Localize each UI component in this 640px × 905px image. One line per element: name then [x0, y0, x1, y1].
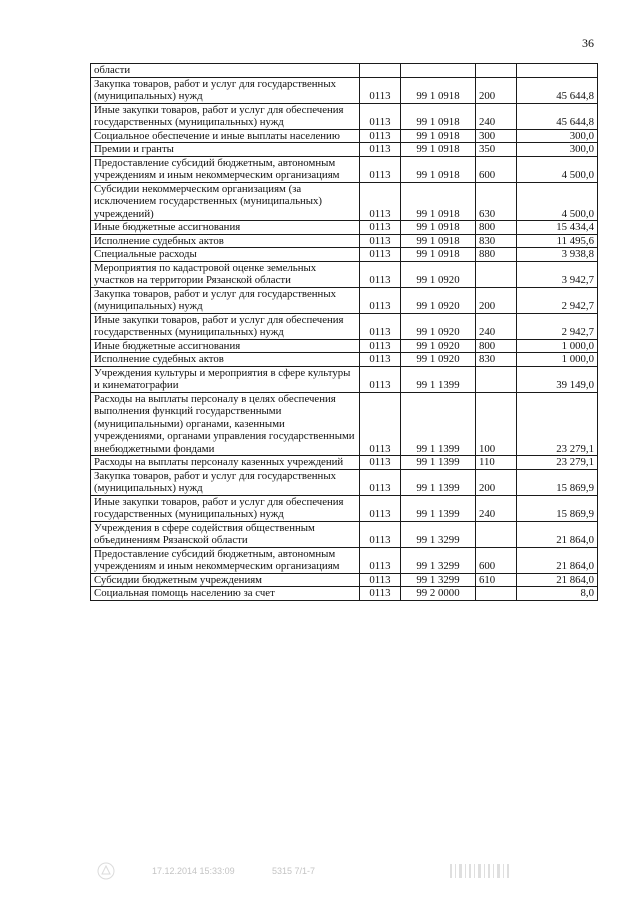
- footer-date: 17.12.2014 15:33:09: [152, 866, 235, 876]
- row-amount: 2 942,7: [517, 313, 598, 339]
- row-expense-type: 200: [476, 469, 517, 495]
- table-row: [91, 64, 598, 78]
- row-amount: 23 279,1: [517, 456, 598, 470]
- row-section-code: 0113: [360, 456, 401, 470]
- row-amount: 21 864,0: [517, 547, 598, 573]
- row-article-code: 99 1 0920: [401, 261, 476, 287]
- table-row: [91, 234, 598, 248]
- row-article-code: 99 1 1399: [401, 469, 476, 495]
- row-name: Расходы на выплаты персоналу в целях обеспечения выполнения функций государственными (муниципальными) органами, казенными учреждениями, органами управления государственными внебюджетными фондами: [91, 392, 360, 456]
- row-article-code: [401, 64, 476, 78]
- row-expense-type: 630: [476, 182, 517, 221]
- row-expense-type: 830: [476, 234, 517, 248]
- table-row: [91, 313, 598, 339]
- row-section-code: 0113: [360, 573, 401, 587]
- table-row: [91, 103, 598, 129]
- table-row: [91, 547, 598, 573]
- row-amount: 45 644,8: [517, 77, 598, 103]
- barcode-mark-icon: [448, 860, 514, 882]
- row-expense-type: 800: [476, 221, 517, 235]
- table-row: [91, 353, 598, 367]
- row-amount: 21 864,0: [517, 521, 598, 547]
- row-expense-type: 300: [476, 129, 517, 143]
- table-row: [91, 221, 598, 235]
- row-article-code: 99 1 0918: [401, 129, 476, 143]
- row-section-code: 0113: [360, 77, 401, 103]
- row-expense-type: 800: [476, 339, 517, 353]
- row-name: области: [91, 64, 360, 78]
- row-amount: [517, 64, 598, 78]
- row-section-code: 0113: [360, 495, 401, 521]
- row-article-code: 99 1 3299: [401, 573, 476, 587]
- row-article-code: 99 1 0918: [401, 103, 476, 129]
- seal-stamp-icon: [96, 861, 116, 881]
- row-expense-type: 240: [476, 313, 517, 339]
- row-article-code: 99 1 1399: [401, 495, 476, 521]
- row-amount: 15 869,9: [517, 469, 598, 495]
- row-amount: 2 942,7: [517, 287, 598, 313]
- row-name: Иные бюджетные ассигнования: [91, 339, 360, 353]
- row-section-code: 0113: [360, 143, 401, 157]
- row-section-code: 0113: [360, 547, 401, 573]
- row-article-code: 99 1 1399: [401, 456, 476, 470]
- row-name: Иные закупки товаров, работ и услуг для обеспечения государственных (муниципальных) нужд: [91, 313, 360, 339]
- row-section-code: 0113: [360, 248, 401, 262]
- row-section-code: 0113: [360, 313, 401, 339]
- row-amount: 45 644,8: [517, 103, 598, 129]
- row-article-code: 99 1 0918: [401, 182, 476, 221]
- row-amount: 15 869,9: [517, 495, 598, 521]
- row-amount: 11 495,6: [517, 234, 598, 248]
- row-name: Закупка товаров, работ и услуг для государственных (муниципальных) нужд: [91, 77, 360, 103]
- row-name: Иные закупки товаров, работ и услуг для обеспечения государственных (муниципальных) нужд: [91, 495, 360, 521]
- row-name: Предоставление субсидий бюджетным, автономным учреждениям и иным некоммерческим организациям: [91, 156, 360, 182]
- footer-code: 5315 7/1-7: [272, 866, 316, 876]
- row-name: Закупка товаров, работ и услуг для государственных (муниципальных) нужд: [91, 469, 360, 495]
- row-article-code: 99 1 0918: [401, 156, 476, 182]
- table-row: [91, 248, 598, 262]
- row-expense-type: 600: [476, 547, 517, 573]
- row-expense-type: 240: [476, 495, 517, 521]
- row-section-code: 0113: [360, 156, 401, 182]
- row-expense-type: [476, 261, 517, 287]
- row-section-code: 0113: [360, 521, 401, 547]
- row-expense-type: [476, 366, 517, 392]
- row-name: Премии и гранты: [91, 143, 360, 157]
- table-row: [91, 143, 598, 157]
- row-expense-type: 610: [476, 573, 517, 587]
- row-expense-type: 830: [476, 353, 517, 367]
- row-expense-type: [476, 587, 517, 601]
- row-name: Учреждения в сфере содействия общественным объединениям Рязанской области: [91, 521, 360, 547]
- row-expense-type: 100: [476, 392, 517, 456]
- table-row: [91, 456, 598, 470]
- table-row: [91, 182, 598, 221]
- row-amount: 300,0: [517, 129, 598, 143]
- row-article-code: 99 1 0920: [401, 287, 476, 313]
- row-name: Иные закупки товаров, работ и услуг для обеспечения государственных (муниципальных) нужд: [91, 103, 360, 129]
- row-amount: 3 942,7: [517, 261, 598, 287]
- table-row: [91, 77, 598, 103]
- row-expense-type: 110: [476, 456, 517, 470]
- row-expense-type: 880: [476, 248, 517, 262]
- row-expense-type: 200: [476, 77, 517, 103]
- row-expense-type: 200: [476, 287, 517, 313]
- row-section-code: 0113: [360, 392, 401, 456]
- table-row: [91, 156, 598, 182]
- row-section-code: 0113: [360, 339, 401, 353]
- row-name: Социальное обеспечение и иные выплаты населению: [91, 129, 360, 143]
- row-section-code: 0113: [360, 287, 401, 313]
- row-name: Субсидии бюджетным учреждениям: [91, 573, 360, 587]
- table-row: [91, 366, 598, 392]
- row-expense-type: 350: [476, 143, 517, 157]
- row-article-code: 99 1 0918: [401, 248, 476, 262]
- row-amount: 39 149,0: [517, 366, 598, 392]
- row-expense-type: [476, 521, 517, 547]
- row-section-code: 0113: [360, 366, 401, 392]
- row-article-code: 99 1 0918: [401, 221, 476, 235]
- table-row: [91, 339, 598, 353]
- row-expense-type: [476, 64, 517, 78]
- row-article-code: 99 1 3299: [401, 521, 476, 547]
- row-article-code: 99 1 1399: [401, 366, 476, 392]
- row-amount: 4 500,0: [517, 156, 598, 182]
- row-name: Исполнение судебных актов: [91, 234, 360, 248]
- row-amount: 1 000,0: [517, 353, 598, 367]
- table-row: [91, 287, 598, 313]
- row-article-code: 99 1 0920: [401, 353, 476, 367]
- row-article-code: 99 1 0920: [401, 313, 476, 339]
- row-article-code: 99 1 0920: [401, 339, 476, 353]
- table-row: [91, 573, 598, 587]
- row-expense-type: 600: [476, 156, 517, 182]
- row-amount: 23 279,1: [517, 392, 598, 456]
- row-name: Исполнение судебных актов: [91, 353, 360, 367]
- table-row: [91, 129, 598, 143]
- row-name: Учреждения культуры и мероприятия в сфере культуры и кинематографии: [91, 366, 360, 392]
- row-name: Специальные расходы: [91, 248, 360, 262]
- row-name: Субсидии некоммерческим организациям (за исключением государственных (муниципальных) учреждений): [91, 182, 360, 221]
- budget-table: [90, 63, 598, 601]
- row-section-code: 0113: [360, 469, 401, 495]
- row-amount: 15 434,4: [517, 221, 598, 235]
- row-section-code: 0113: [360, 587, 401, 601]
- row-section-code: 0113: [360, 353, 401, 367]
- row-amount: 300,0: [517, 143, 598, 157]
- table-row: [91, 587, 598, 601]
- row-section-code: 0113: [360, 182, 401, 221]
- row-article-code: 99 1 0918: [401, 234, 476, 248]
- row-article-code: 99 2 0000: [401, 587, 476, 601]
- row-amount: 1 000,0: [517, 339, 598, 353]
- row-name: Предоставление субсидий бюджетным, автономным учреждениям и иным некоммерческим организациям: [91, 547, 360, 573]
- row-amount: 21 864,0: [517, 573, 598, 587]
- row-section-code: 0113: [360, 103, 401, 129]
- row-section-code: 0113: [360, 261, 401, 287]
- row-amount: 3 938,8: [517, 248, 598, 262]
- row-name: Расходы на выплаты персоналу казенных учреждений: [91, 456, 360, 470]
- table-row: [91, 469, 598, 495]
- row-name: Социальная помощь населению за счет: [91, 587, 360, 601]
- row-name: Закупка товаров, работ и услуг для государственных (муниципальных) нужд: [91, 287, 360, 313]
- page-number: 36: [582, 36, 594, 50]
- row-name: Иные бюджетные ассигнования: [91, 221, 360, 235]
- table-row: [91, 392, 598, 456]
- row-section-code: 0113: [360, 129, 401, 143]
- table-row: [91, 261, 598, 287]
- budget-table-body: [91, 64, 598, 601]
- row-article-code: 99 1 0918: [401, 77, 476, 103]
- table-row: [91, 521, 598, 547]
- row-name: Мероприятия по кадастровой оценке земельных участков на территории Рязанской области: [91, 261, 360, 287]
- row-amount: 4 500,0: [517, 182, 598, 221]
- row-section-code: [360, 64, 401, 78]
- row-section-code: 0113: [360, 234, 401, 248]
- row-section-code: 0113: [360, 221, 401, 235]
- row-article-code: 99 1 3299: [401, 547, 476, 573]
- row-article-code: 99 1 1399: [401, 392, 476, 456]
- row-amount: 8,0: [517, 587, 598, 601]
- row-article-code: 99 1 0918: [401, 143, 476, 157]
- row-expense-type: 240: [476, 103, 517, 129]
- table-row: [91, 495, 598, 521]
